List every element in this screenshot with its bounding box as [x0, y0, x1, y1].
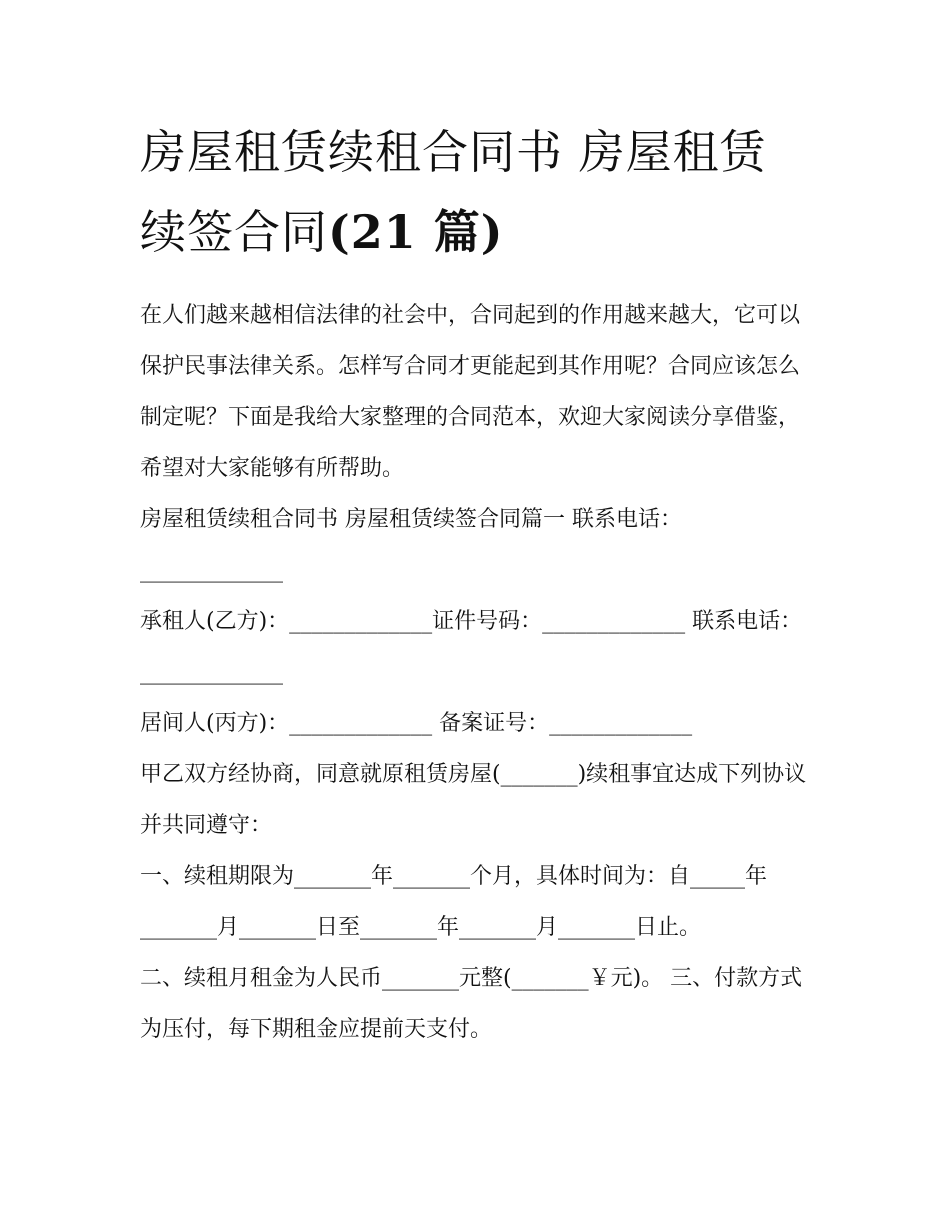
clause-1-term: 一、续租期限为_______年_______个月，具体时间为：自_____年_______月_______日至_______年_______月_______日止。: [140, 864, 768, 940]
agreement-intro: 甲乙双方经协商，同意就原租赁房屋(_______)续租事宜达成下列协议并共同遵守：: [140, 762, 807, 838]
section-heading-contact: 房屋租赁续租合同书 房屋租赁续签合同篇一 联系电话：_____________: [140, 507, 682, 583]
title-line-2-prefix: 续签合同: [140, 205, 328, 259]
title-line-2-count: (21 篇): [328, 205, 504, 259]
document-page: [140, 112, 820, 1055]
tenant-info-line: 承租人(乙方)：_____________证件号码：_____________ 联系电话：_____________: [140, 609, 803, 685]
document-title: [140, 112, 820, 272]
title-line-1: 房屋租赁续租合同书 房屋租赁: [140, 125, 767, 179]
clause-2-rent: 二、续租月租金为人民币_______元整(_______￥元)。 三、付款方式为压付，每下期租金应提前天支付。: [140, 966, 803, 1042]
intermediary-info-line: 居间人(丙方)：_____________ 备案证号：_____________: [140, 711, 693, 736]
intro-paragraph: 在人们越来越相信法律的社会中，合同起到的作用越来越大，它可以保护民事法律关系。怎样写合同才更能起到其作用呢？合同应该怎么制定呢？下面是我给大家整理的合同范本，欢迎大家阅读分享借鉴，希望对大家能够有所帮助。: [140, 303, 801, 481]
